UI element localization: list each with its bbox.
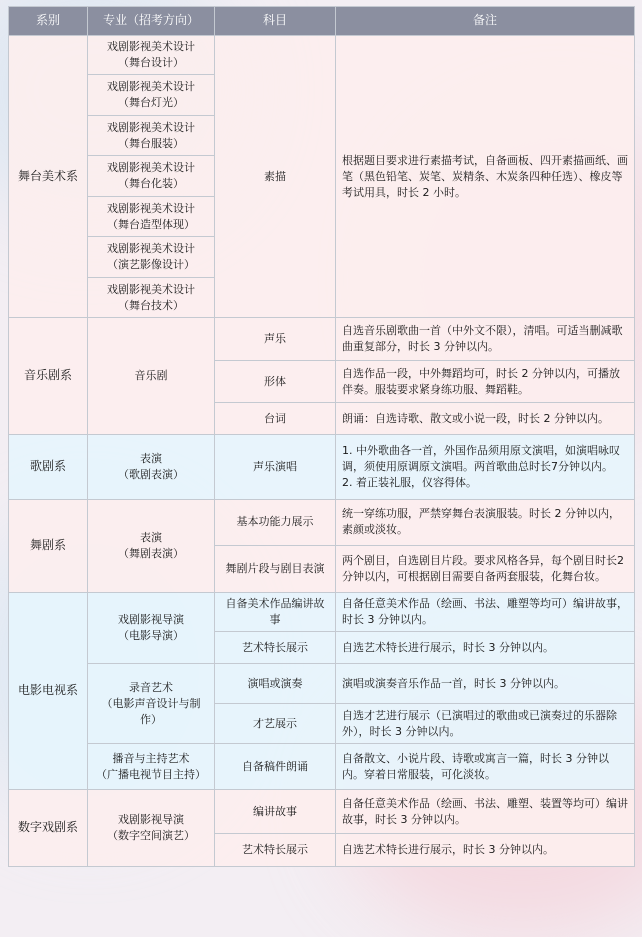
table-row: [9, 36, 635, 75]
subject-cell: 形体: [215, 360, 336, 403]
major-cell: 戏剧影视美术设计 （舞台造型体现）: [88, 196, 215, 236]
header-dept: 系别: [9, 7, 88, 36]
table-row: [9, 318, 635, 361]
dept-cell: 舞剧系: [9, 499, 88, 592]
note-cell: 自备任意美术作品（绘画、书法、雕塑等均可）编讲故事，时长 3 分钟以内。: [336, 592, 635, 631]
table-row: [9, 789, 635, 834]
table-row: [9, 434, 635, 499]
major-cell: 戏剧影视美术设计 （舞台灯光）: [88, 75, 215, 115]
major-cell: 戏剧影视美术设计 （舞台技术）: [88, 277, 215, 317]
dept-cell: 舞台美术系: [9, 36, 88, 318]
subject-cell: 才艺展示: [215, 703, 336, 743]
major-cell: 戏剧影视导演 （电影导演）: [88, 592, 215, 664]
dept-cell: 歌剧系: [9, 434, 88, 499]
table-row: [9, 744, 635, 790]
note-cell: 自选才艺进行展示（已演唱过的歌曲或已演奏过的乐器除外），时长 3 分钟以内。: [336, 703, 635, 743]
major-cell: 播音与主持艺术 （广播电视节目主持）: [88, 744, 215, 790]
subject-cell: 自备美术作品编讲故事: [215, 592, 336, 631]
dept-cell: 数字戏剧系: [9, 789, 88, 866]
major-cell: 音乐剧: [88, 318, 215, 434]
note-cell: 两个剧目，自选剧目片段。要求风格各异，每个剧目时长2分钟以内，可根据剧目需要自备两套服装，化舞台妆。: [336, 546, 635, 593]
subject-cell: 素描: [215, 36, 336, 318]
table-body: [9, 36, 635, 867]
note-cell: 统一穿练功服，严禁穿舞台表演服装。时长 2 分钟以内，素颜或淡妆。: [336, 499, 635, 546]
major-cell: 录音艺术 （电影声音设计与制作）: [88, 664, 215, 744]
note-cell: 演唱或演奏音乐作品一首，时长 3 分钟以内。: [336, 664, 635, 703]
note-cell: 1. 中外歌曲各一首，外国作品须用原文演唱，如演唱咏叹调，须使用原调原文演唱。两首歌曲总时长7分钟以内。 2. 着正装礼服，仪容得体。: [336, 434, 635, 499]
note-cell: 自备散文、小说片段、诗歌或寓言一篇，时长 3 分钟以内。穿着日常服装，可化淡妆。: [336, 744, 635, 790]
header-major: 专业（招考方向）: [88, 7, 215, 36]
note-cell: 朗诵：自选诗歌、散文或小说一段，时长 2 分钟以内。: [336, 403, 635, 434]
subject-cell: 艺术特长展示: [215, 632, 336, 664]
subject-cell: 台词: [215, 403, 336, 434]
table-header-row: [9, 7, 635, 36]
note-cell: 自选艺术特长进行展示，时长 3 分钟以内。: [336, 834, 635, 867]
subject-cell: 基本功能力展示: [215, 499, 336, 546]
header-note: 备注: [336, 7, 635, 36]
subject-cell: 声乐演唱: [215, 434, 336, 499]
major-cell: 戏剧影视美术设计 （舞台服装）: [88, 115, 215, 155]
major-cell: 表演 （舞剧表演）: [88, 499, 215, 592]
header-subject: 科目: [215, 7, 336, 36]
subject-cell: 编讲故事: [215, 789, 336, 834]
exam-subjects-table: [8, 6, 635, 867]
subject-cell: 自备稿件朗诵: [215, 744, 336, 790]
major-cell: 戏剧影视美术设计 （舞台设计）: [88, 36, 215, 75]
table-row: [9, 499, 635, 546]
note-cell: 自选作品一段，中外舞蹈均可，时长 2 分钟以内，可播放伴奏。服装要求紧身练功服、舞蹈鞋。: [336, 360, 635, 403]
major-cell: 戏剧影视美术设计 （演艺影像设计）: [88, 237, 215, 277]
major-cell: 表演 （歌剧表演）: [88, 434, 215, 499]
major-cell: 戏剧影视导演 （数字空间演艺）: [88, 789, 215, 866]
table-row: [9, 664, 635, 703]
subject-cell: 声乐: [215, 318, 336, 361]
dept-cell: 电影电视系: [9, 592, 88, 789]
note-cell: 根据题目要求进行素描考试，自备画板、四开素描画纸、画笔（黑色铅笔、炭笔、炭精条、木炭条四种任选）、橡皮等考试用具，时长 2 小时。: [336, 36, 635, 318]
subject-cell: 演唱或演奏: [215, 664, 336, 703]
subject-cell: 艺术特长展示: [215, 834, 336, 867]
note-cell: 自选音乐剧歌曲一首（中外文不限），清唱。可适当删减歌曲重复部分，时长 3 分钟以内。: [336, 318, 635, 361]
subject-cell: 舞剧片段与剧目表演: [215, 546, 336, 593]
dept-cell: 音乐剧系: [9, 318, 88, 434]
note-cell: 自备任意美术作品（绘画、书法、雕塑、装置等均可）编讲故事，时长 3 分钟以内。: [336, 789, 635, 834]
major-cell: 戏剧影视美术设计 （舞台化装）: [88, 156, 215, 196]
note-cell: 自选艺术特长进行展示，时长 3 分钟以内。: [336, 632, 635, 664]
table-row: [9, 592, 635, 631]
